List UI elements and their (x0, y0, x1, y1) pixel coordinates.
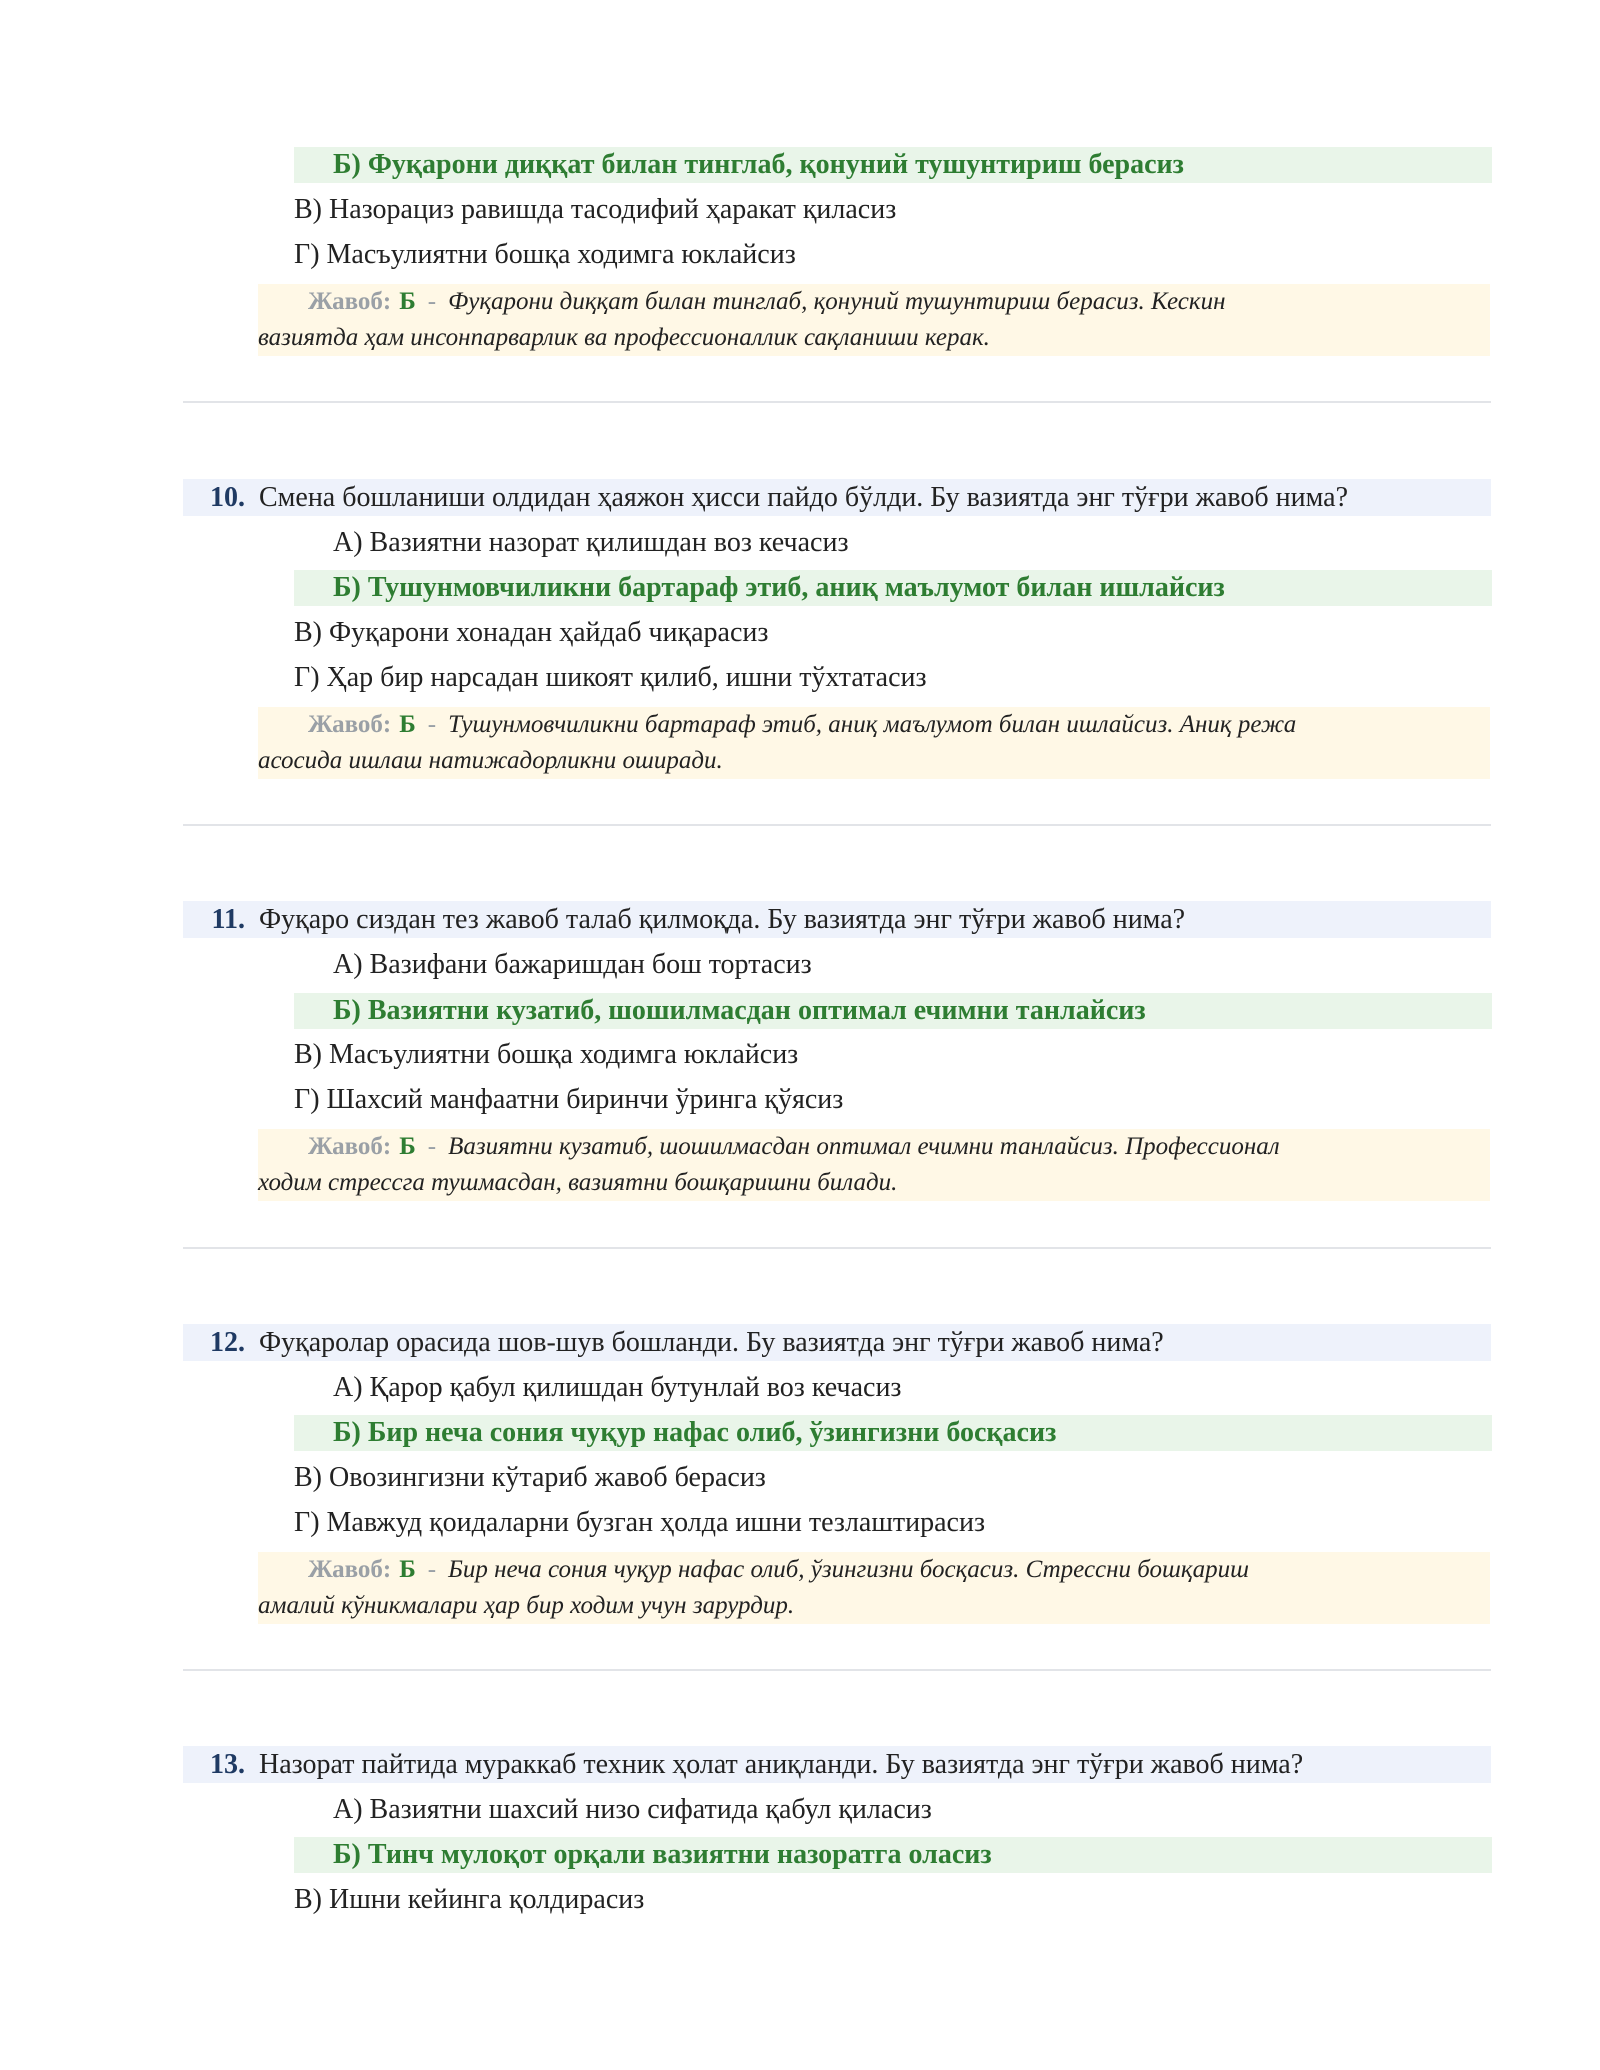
answer-letter: Б (399, 288, 416, 315)
answer-label: Жавоб: (308, 1133, 392, 1160)
separator (183, 1669, 1491, 1671)
option-g: Г) Мавжуд қоидаларни бузган ҳолда ишни тезлаштирасиз (294, 1507, 986, 1538)
answer-dash: - (427, 1556, 437, 1583)
answer-box (258, 1129, 1490, 1201)
answer-dash: - (427, 711, 437, 738)
option-a: А) Вазиятни назорат қилишдан воз кечасиз (333, 527, 849, 558)
question-text: Назорат пайтида мураккаб техник ҳолат аниқланди. Бу вазиятда энг тўғри жавоб нима? (259, 1748, 1304, 1780)
question-heading (183, 1324, 1491, 1361)
separator (183, 1247, 1491, 1249)
answer-line-1 (258, 284, 1490, 320)
answer-letter: Б (399, 1133, 416, 1160)
answer-dash: - (427, 288, 437, 315)
answer-dash: - (427, 1133, 437, 1160)
answer-line-2: асосида ишлаш натижадорликни оширади. (258, 747, 723, 774)
question-text: Фуқаролар орасида шов-шув бошланди. Бу вазиятда энг тўғри жавоб нима? (259, 1326, 1164, 1358)
option-g: Г) Масъулиятни бошқа ходимга юклайсиз (294, 239, 796, 270)
correct-option: Б) Тинч мулоқот орқали вазиятни назоратга оласиз (294, 1837, 1492, 1873)
answer-letter: Б (399, 711, 416, 738)
separator (183, 401, 1491, 403)
answer-box (258, 1552, 1490, 1624)
question-number: 13. (210, 1748, 245, 1780)
question-heading (183, 901, 1491, 938)
answer-line-1 (258, 1552, 1490, 1588)
option-v: В) Назорациз равишда тасодифий ҳаракат қиласиз (294, 194, 897, 225)
answer-line-2: вазиятда ҳам инсонпарварлик ва профессионаллик сақланиши керак. (258, 324, 990, 351)
option-a: А) Вазиятни шахсий низо сифатида қабул қиласиз (333, 1794, 932, 1825)
answer-line-2: амалий кўникмалари ҳар бир ходим учун зарурдир. (258, 1592, 795, 1619)
question-number: 12. (210, 1326, 245, 1358)
answer-box (258, 284, 1490, 356)
answer-label: Жавоб: (308, 1556, 392, 1583)
option-v: В) Фуқарони хонадан ҳайдаб чиқарасиз (294, 617, 769, 648)
option-v: В) Масъулиятни бошқа ходимга юклайсиз (294, 1039, 799, 1070)
answer-explanation: Бир неча сония чуқур нафас олиб, ўзингизни босқасиз. Стрессни бошқариш (448, 1556, 1249, 1583)
correct-option: Б) Тушунмовчиликни бартараф этиб, аниқ маълумот билан ишлайсиз (294, 570, 1492, 606)
answer-line-2: ходим стрессга тушмасдан, вазиятни бошқаришни билади. (258, 1169, 898, 1196)
correct-option: Б) Бир неча сония чуқур нафас олиб, ўзингизни босқасиз (294, 1415, 1492, 1451)
question-number: 11. (211, 903, 245, 935)
question-text: Смена бошланиши олдидан ҳаяжон ҳисси пайдо бўлди. Бу вазиятда энг тўғри жавоб нима? (259, 481, 1349, 513)
correct-option: Б) Фуқарони диққат билан тинглаб, қонуний тушунтириш берасиз (294, 147, 1492, 183)
question-heading (183, 479, 1491, 516)
answer-line-1 (258, 1129, 1490, 1165)
option-v: В) Ишни кейинга қолдирасиз (294, 1884, 645, 1915)
option-g: Г) Шахсий манфаатни биринчи ўринга қўясиз (294, 1084, 844, 1115)
option-v: В) Овозингизни кўтариб жавоб берасиз (294, 1462, 766, 1493)
answer-explanation: Тушунмовчиликни бартараф этиб, аниқ маълумот билан ишлайсиз. Аниқ режа (448, 711, 1297, 738)
option-g: Г) Ҳар бир нарсадан шикоят қилиб, ишни тўхтатасиз (294, 662, 927, 693)
question-number: 10. (210, 481, 245, 513)
question-heading (183, 1746, 1491, 1783)
answer-line-1 (258, 707, 1490, 743)
answer-label: Жавоб: (308, 288, 392, 315)
answer-explanation: Фуқарони диққат билан тинглаб, қонуний тушунтириш берасиз. Кескин (448, 288, 1226, 315)
answer-letter: Б (399, 1556, 416, 1583)
answer-box (258, 707, 1490, 779)
option-a: А) Қарор қабул қилишдан бутунлай воз кечасиз (333, 1372, 902, 1403)
correct-option: Б) Вазиятни кузатиб, шошилмасдан оптимал ечимни танлайсиз (294, 993, 1492, 1029)
answer-explanation: Вазиятни кузатиб, шошилмасдан оптимал ечимни танлайсиз. Профессионал (448, 1133, 1280, 1160)
answer-label: Жавоб: (308, 711, 392, 738)
separator (183, 824, 1491, 826)
option-a: А) Вазифани бажаришдан бош тортасиз (333, 949, 812, 980)
question-text: Фуқаро сиздан тез жавоб талаб қилмоқда. Бу вазиятда энг тўғри жавоб нима? (259, 903, 1186, 935)
